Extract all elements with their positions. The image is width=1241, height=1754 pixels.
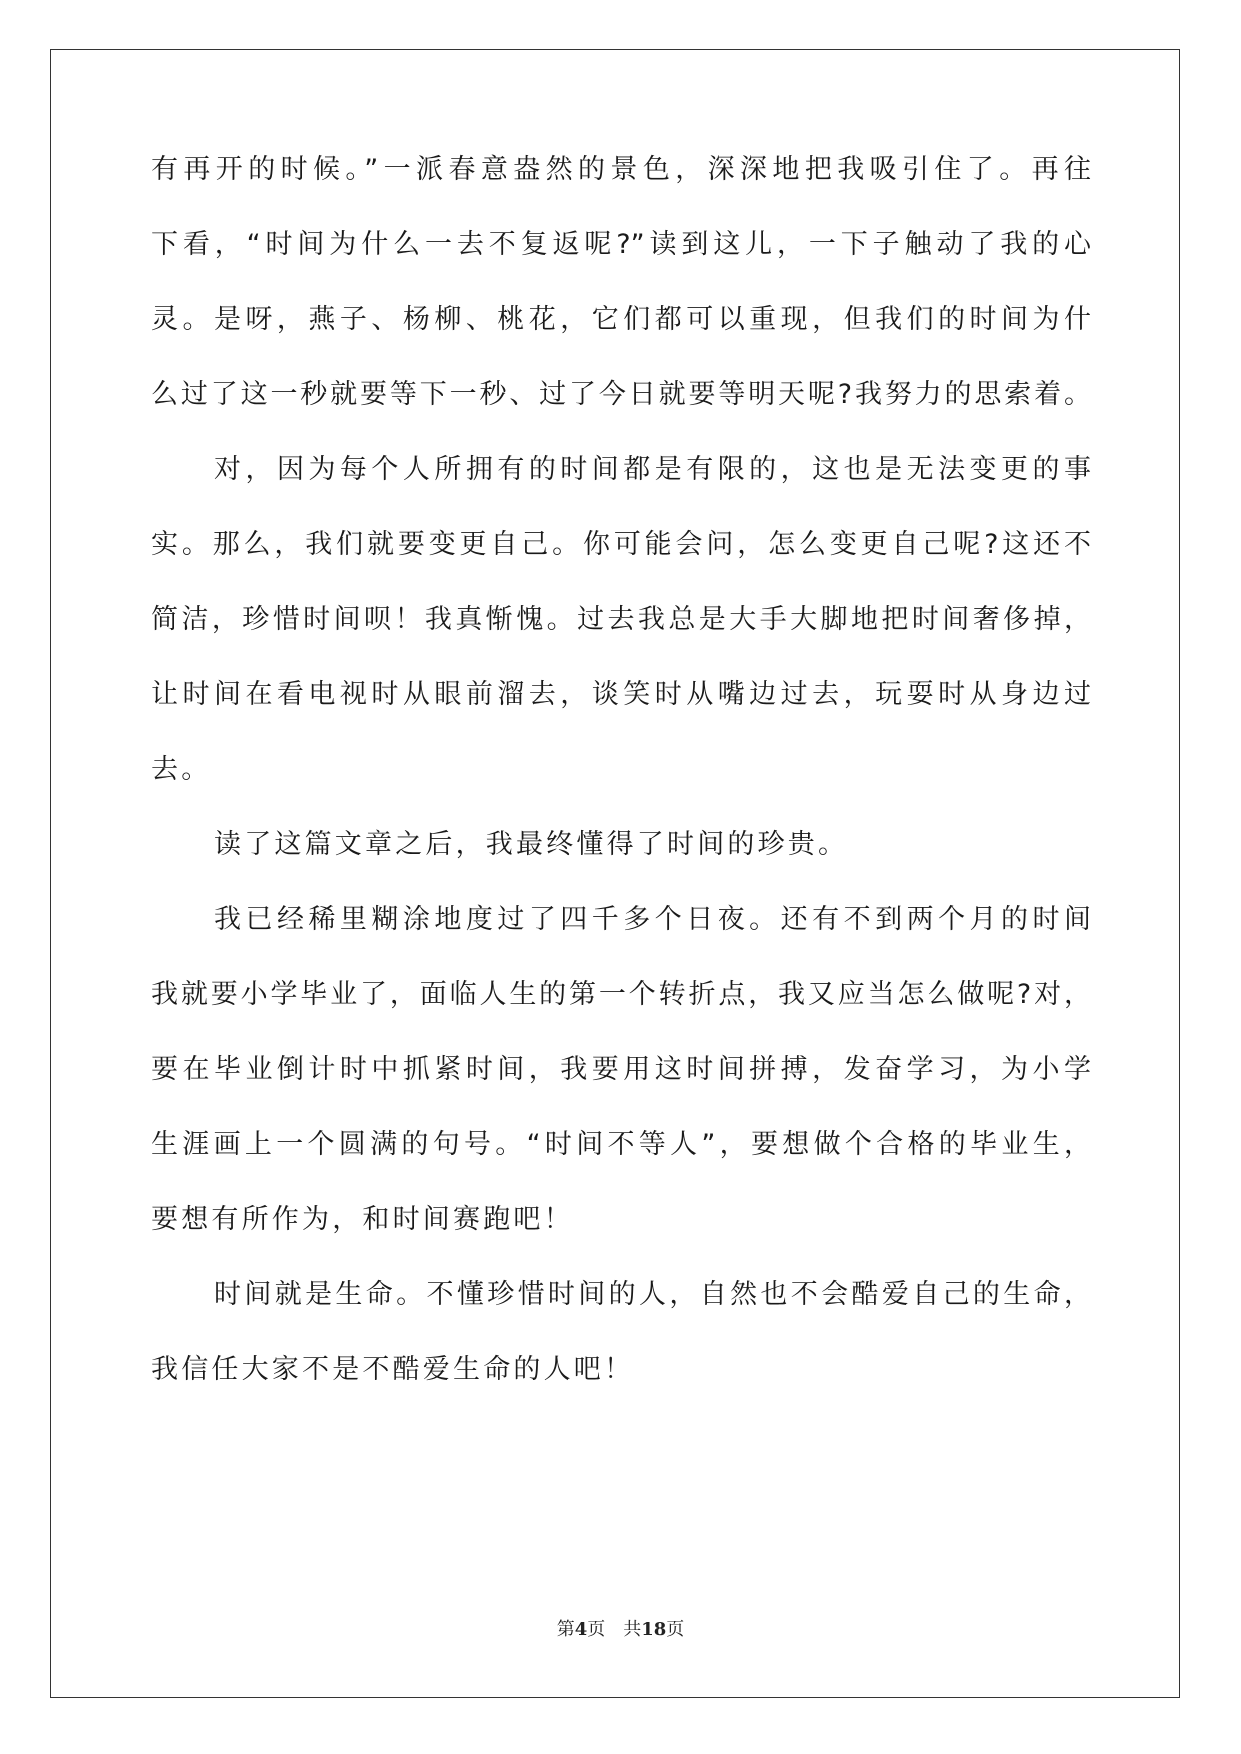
- footer-total-prefix: 共: [623, 1619, 642, 1640]
- page-footer: [0, 1618, 1241, 1642]
- body-line: 实。那么，我们就要变更自己。你可能会问，怎么变更自己呢?这还不: [151, 529, 1091, 560]
- body-line: 么过了这一秒就要等下一秒、过了今日就要等明天呢?我努力的思索着。: [151, 379, 1091, 410]
- footer-prefix: 第: [556, 1619, 575, 1640]
- footer-total-suffix: 页: [666, 1619, 685, 1640]
- page-number: 4: [574, 1619, 588, 1640]
- body-line: 要在毕业倒计时中抓紧时间，我要用这时间拼搏，发奋学习，为小学: [151, 1054, 1091, 1085]
- body-line: 下看，“时间为什么一去不复返呢?”读到这儿，一下子触动了我的心: [151, 229, 1091, 260]
- body-line: 简洁，珍惜时间呗！我真惭愧。过去我总是大手大脚地把时间奢侈掉，: [151, 604, 1091, 635]
- body-line: 让时间在看电视时从眼前溜去，谈笑时从嘴边过去，玩耍时从身边过: [151, 679, 1091, 710]
- paragraph-first-line: 我已经稀里糊涂地度过了四千多个日夜。还有不到两个月的时间: [214, 904, 1091, 935]
- body-line: 生涯画上一个圆满的句号。“时间不等人”，要想做个合格的毕业生，: [151, 1129, 1091, 1160]
- footer-page-suffix: 页: [587, 1619, 606, 1640]
- paragraph-first-line: 对，因为每个人所拥有的时间都是有限的，这也是无法变更的事: [214, 454, 1091, 485]
- page-border: [50, 49, 1180, 1698]
- paragraph-first-line: 读了这篇文章之后，我最终懂得了时间的珍贵。: [214, 829, 849, 860]
- body-line: 有再开的时候。”一派春意盎然的景色，深深地把我吸引住了。再往: [151, 154, 1091, 185]
- body-line: 要想有所作为，和时间赛跑吧！: [151, 1204, 574, 1235]
- total-pages: 18: [641, 1619, 667, 1640]
- body-line: 去。: [151, 754, 212, 785]
- body-line: 我就要小学毕业了，面临人生的第一个转折点，我又应当怎么做呢?对，: [151, 979, 1091, 1010]
- paragraph-first-line: 时间就是生命。不懂珍惜时间的人，自然也不会酷爱自己的生命，: [214, 1279, 1091, 1310]
- body-line: 我信任大家不是不酷爱生命的人吧！: [151, 1354, 635, 1385]
- body-line: 灵。是呀，燕子、杨柳、桃花，它们都可以重现，但我们的时间为什: [151, 304, 1091, 335]
